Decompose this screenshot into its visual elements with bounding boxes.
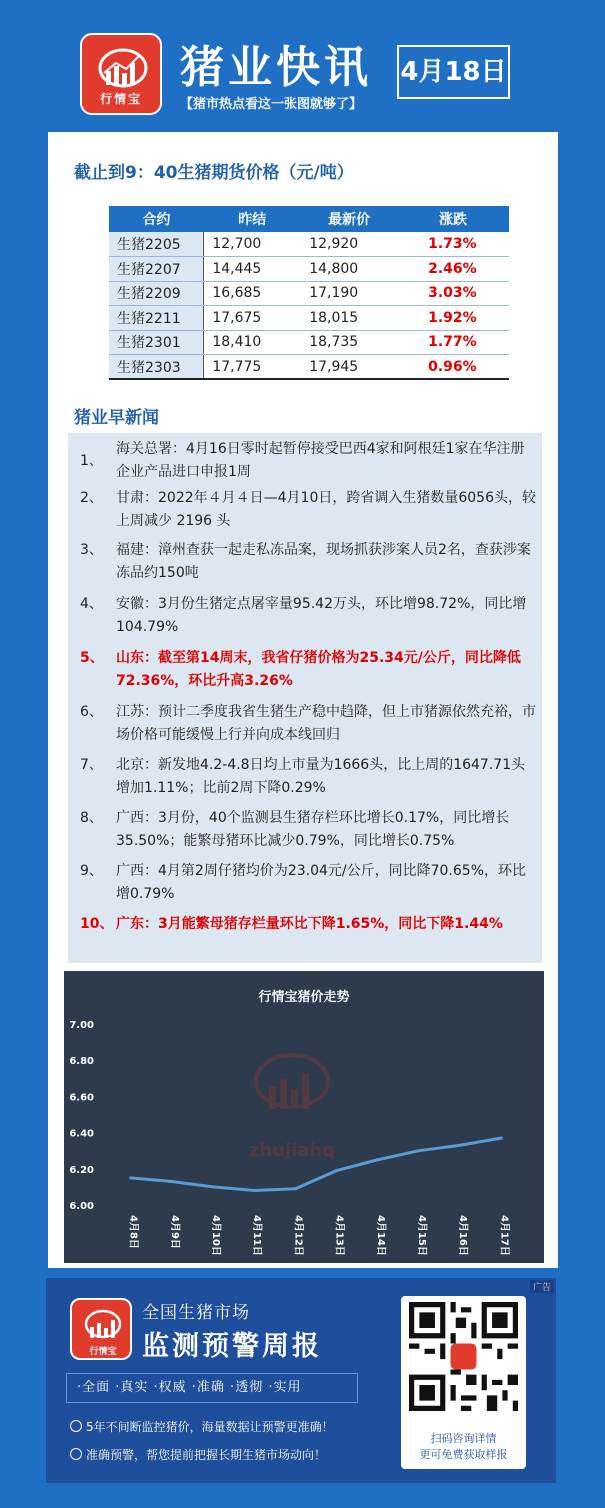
col-latest: 最新价 — [301, 206, 398, 232]
ad-logo-brand: 行情宝 — [89, 1347, 117, 1357]
data-point — [129, 1176, 132, 1179]
x-tick-label: 4月11日 — [251, 1215, 263, 1256]
contract-cell: 生猪2209 — [109, 281, 204, 306]
data-point — [170, 1180, 173, 1183]
news-number: 3、 — [80, 542, 103, 558]
ad-headline-2: 监测预警周报 — [142, 1331, 322, 1362]
qr-caption-2: 更可免费获取样报 — [419, 1448, 508, 1461]
futures-title: 截止到9：40生猪期货价格（元/吨） — [74, 163, 354, 183]
date-badge: 4月18日 — [397, 45, 510, 99]
news-number: 2、 — [80, 490, 103, 506]
pig-chart-icon — [72, 1300, 134, 1362]
x-tick-label: 4月12日 — [292, 1215, 304, 1256]
table-row — [109, 257, 509, 282]
ad-bullet-1: 5年不间断监控猪价，海量数据让预警更准确！ — [86, 1420, 334, 1434]
x-tick-label: 4月9日 — [168, 1215, 180, 1249]
check-icon — [70, 1420, 82, 1432]
price-chart — [64, 971, 544, 1263]
watermark-logo — [249, 1055, 335, 1161]
prev-settle-cell: 17,775 — [204, 355, 301, 380]
ad-headline-1: 全国生猪市场 — [142, 1303, 250, 1323]
qr-card[interactable] — [401, 1296, 526, 1469]
x-tick-label: 4月13日 — [333, 1215, 345, 1256]
table-row — [109, 355, 509, 380]
y-tick-label: 6.20 — [69, 1164, 94, 1176]
news-text: 山东：截至第14周末，我省仔猪价格为25.34元/公斤，同比降低72.36%，环比升高3.26% — [116, 650, 521, 689]
data-point — [500, 1137, 503, 1140]
news-number: 5、 — [80, 650, 104, 666]
check-icon — [70, 1448, 82, 1460]
futures-table — [109, 206, 509, 380]
ad-tag: 广告 — [530, 1280, 554, 1293]
ad-bullet-2: 准确预警，帮您提前把握长期生猪市场动向！ — [86, 1448, 327, 1462]
news-number: 9、 — [80, 863, 103, 879]
change-cell: 3.03% — [398, 281, 509, 306]
qr-caption-1: 扫码咨询详情 — [430, 1432, 497, 1445]
prev-settle-cell: 18,410 — [204, 330, 301, 355]
news-text: 广西：4月第2周仔猪均价为23.04元/公斤，同比降70.65%，环比增0.79% — [116, 863, 526, 902]
contract-cell: 生猪2303 — [109, 355, 204, 380]
latest-cell: 12,920 — [301, 232, 398, 257]
contract-cell: 生猪2211 — [109, 306, 204, 331]
latest-cell: 17,945 — [301, 355, 398, 380]
x-tick-label: 4月10日 — [210, 1215, 221, 1256]
news-text: 广西：3月份，40个监测县生猪存栏环比增长0.17%，同比增长35.50%；能繁母猪环比减少0.79%，同比增长0.75% — [116, 810, 510, 849]
news-text: 广东：3月能繁母猪存栏量环比下降1.65%，同比下降1.44% — [116, 916, 503, 932]
y-axis — [69, 1020, 94, 1212]
news-number: 8、 — [80, 810, 103, 826]
news-list — [68, 433, 542, 963]
data-point — [376, 1158, 379, 1161]
latest-cell: 18,015 — [301, 306, 398, 331]
table-row — [109, 281, 509, 306]
news-title: 猪业早新闻 — [74, 408, 159, 428]
contract-cell: 生猪2301 — [109, 330, 204, 355]
news-text: 甘肃：2022年４月４日—4月10日，跨省调入生猪数量6056头，较上周减少 2196 头 — [116, 490, 536, 529]
y-tick-label: 6.00 — [69, 1201, 94, 1212]
futures-header-row — [109, 206, 509, 232]
data-point — [418, 1149, 421, 1152]
latest-cell: 18,735 — [301, 330, 398, 355]
x-axis — [128, 1215, 512, 1256]
y-tick-label: 7.00 — [69, 1020, 94, 1031]
news-text: 北京：新发地4.2-4.8日均上市量为1666头，比上周的1647.71头增加1.11%；比前2周下降0.29% — [116, 757, 526, 796]
data-point — [459, 1144, 462, 1147]
qr-code-icon[interactable] — [409, 1302, 518, 1411]
prev-settle-cell: 12,700 — [204, 232, 301, 257]
change-cell: 1.77% — [398, 330, 509, 355]
table-row — [109, 232, 509, 257]
news-number: 10、 — [80, 916, 114, 932]
change-cell: 0.96% — [398, 355, 509, 380]
y-tick-label: 6.60 — [69, 1092, 94, 1104]
x-tick-label: 4月17日 — [498, 1215, 510, 1256]
change-cell: 1.92% — [398, 306, 509, 331]
data-point — [253, 1189, 256, 1192]
change-cell: 1.73% — [398, 232, 509, 257]
data-point — [335, 1169, 338, 1172]
y-tick-label: 6.80 — [69, 1056, 94, 1068]
ad-logo — [70, 1298, 132, 1360]
col-change: 涨跌 — [398, 206, 509, 232]
app-logo — [80, 33, 162, 115]
latest-cell: 17,190 — [301, 281, 398, 306]
page-title: 猪业快讯 — [180, 42, 372, 93]
y-tick-label: 6.40 — [69, 1128, 94, 1140]
price-chart-svg — [64, 971, 544, 1263]
news-text: 江苏：预计二季度我省生猪生产稳中趋降，但上市猪源依然充裕，市场价格可能缓慢上行并向成本线回归 — [116, 704, 536, 743]
x-tick-label: 4月15日 — [416, 1215, 427, 1256]
col-contract: 合约 — [109, 206, 204, 232]
x-tick-label: 4月8日 — [127, 1215, 139, 1249]
prev-settle-cell: 14,445 — [204, 257, 301, 282]
x-tick-label: 4月14日 — [374, 1215, 386, 1256]
news-number: 7、 — [80, 757, 103, 773]
table-row — [109, 330, 509, 355]
contract-cell: 生猪2207 — [109, 257, 204, 282]
news-number: 6、 — [80, 704, 103, 720]
news-number: 4、 — [80, 596, 103, 612]
watermark-text: zhujiahq — [248, 1140, 336, 1161]
prev-settle-cell: 16,685 — [204, 281, 301, 306]
prev-settle-cell: 17,675 — [204, 306, 301, 331]
news-text: 安徽：3月份生猪定点屠宰量95.42万头，环比增98.72%，同比增104.79% — [116, 596, 527, 635]
page-subtitle: 【猪市热点看这一张图就够了】 — [180, 97, 363, 112]
news-text: 福建：漳州查获一起走私冻品案，现场抓获涉案人员2名，查获涉案冻品约150吨 — [116, 542, 531, 581]
contract-cell: 生猪2205 — [109, 232, 204, 257]
col-prev-settle: 昨结 — [204, 206, 301, 232]
data-point — [212, 1185, 215, 1188]
change-cell: 2.46% — [398, 257, 509, 282]
latest-cell: 14,800 — [301, 257, 398, 282]
ad-banner[interactable] — [46, 1278, 556, 1483]
news-number: 1、 — [80, 453, 103, 469]
data-point — [294, 1187, 297, 1190]
news-text: 海关总署：4月16日零时起暂停接受巴西4家和阿根廷1家在华注册企业产品进口申报1周 — [116, 441, 525, 480]
chart-title: 行情宝猪价走势 — [258, 990, 350, 1005]
logo-brand-text: 行情宝 — [99, 92, 142, 106]
x-tick-label: 4月16日 — [457, 1215, 469, 1256]
table-row — [109, 306, 509, 331]
ad-feature-tags: ·全面 ·真实 ·权威 ·准确 ·透彻 ·实用 — [66, 1373, 358, 1403]
